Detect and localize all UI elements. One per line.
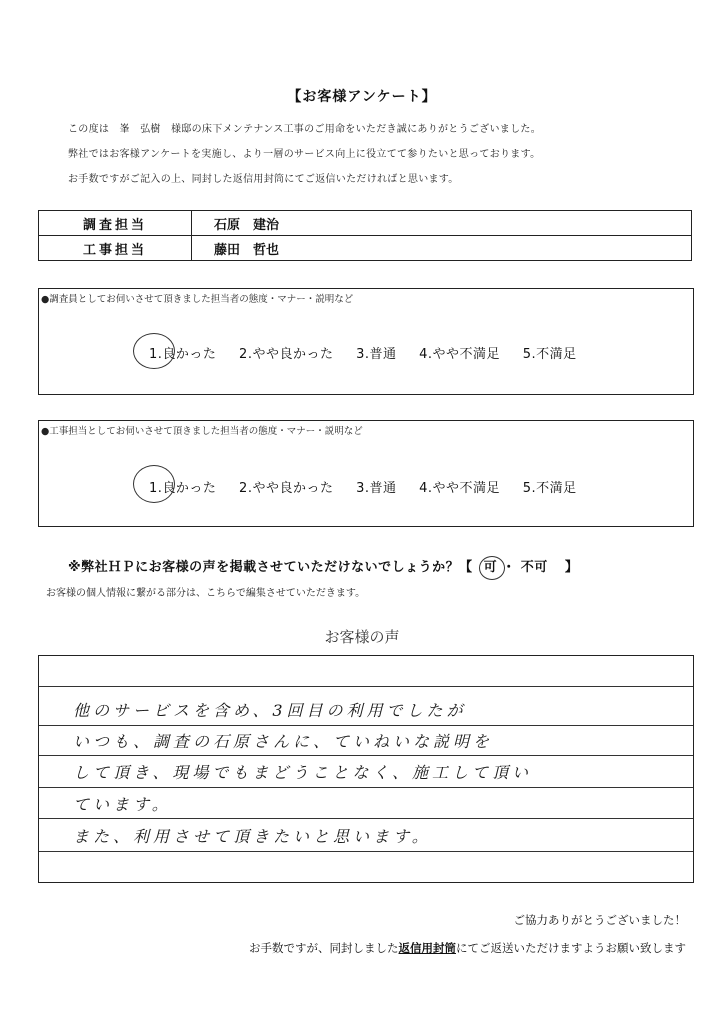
ruled-line <box>39 851 693 852</box>
voice-line-3: して頂き、現場でもまどうことなく、施工して頂い <box>73 763 533 782</box>
question-1-title: ●調査員としてお伺いさせて頂きました担当者の態度・マナー・説明など <box>41 294 354 305</box>
question-2-title: ●工事担当としてお伺いさせて頂きました担当者の態度・マナー・説明など <box>41 426 363 437</box>
return-pre: お手数ですが、同封しました <box>249 941 399 955</box>
q1-option-3[interactable]: 3.普通 <box>356 347 397 362</box>
question-2-box <box>38 420 694 527</box>
hp-option-no[interactable]: 不可 <box>520 560 548 575</box>
q1-option-2[interactable]: 2.やや良かった <box>239 347 334 362</box>
survey-title: 【お客様アンケート】 <box>287 89 437 105</box>
intro-line-2: 弊社ではお客様アンケートを実施し、より一層のサービス向上に役立てて参りたいと思っております。 <box>68 149 541 160</box>
ruled-line <box>39 725 693 726</box>
hp-privacy-note: お客様の個人情報に繋がる部分は、こちらで編集させていただきます。 <box>46 588 366 599</box>
voice-line-4: ています。 <box>73 795 172 814</box>
intro-line-3: お手数ですがご記入の上、同封した返信用封筒にてご返信いただければと思います。 <box>68 174 459 185</box>
hp-yes-label: 可 <box>483 560 498 575</box>
q2-option-1[interactable]: 1.良かった <box>149 481 217 496</box>
ruled-line <box>39 755 693 756</box>
q2-option-4[interactable]: 4.やや不満足 <box>419 481 501 496</box>
table-row <box>39 236 692 261</box>
voice-line-1: 他のサービスを含め、3回目の利用でしたが <box>73 701 467 720</box>
hp-separator: ・ <box>502 560 516 575</box>
voice-line-2: いつも、調査の石原さんに、ていねいな説明を <box>73 732 494 751</box>
hp-option-yes[interactable] <box>484 560 503 575</box>
q1-selection-circle-icon <box>133 333 175 369</box>
work-staff-label: 工事担当 <box>39 236 192 261</box>
work-staff-name: 藤田 哲也 <box>192 236 692 261</box>
table-row <box>39 211 692 236</box>
q2-option-2[interactable]: 2.やや良かった <box>239 481 334 496</box>
staff-table <box>38 210 692 261</box>
ruled-line <box>39 686 693 687</box>
hp-yes-circle-icon <box>479 556 505 580</box>
return-envelope-text: 返信用封筒 <box>398 941 456 955</box>
q1-option-1[interactable]: 1.良かった <box>149 347 217 362</box>
q1-option-4[interactable]: 4.やや不満足 <box>419 347 501 362</box>
question-1-box <box>38 288 694 395</box>
hp-close-bracket: 】 <box>564 560 579 575</box>
ruled-line <box>39 787 693 788</box>
q2-option-3[interactable]: 3.普通 <box>356 481 397 496</box>
thanks-message: ご協力ありがとうございました！ <box>513 913 686 927</box>
voice-title: お客様の声 <box>324 628 400 646</box>
survey-staff-name: 石原 建治 <box>192 211 692 236</box>
return-post: にてご返送いただけますようお願い致します <box>456 941 686 955</box>
q2-selection-circle-icon <box>133 465 175 503</box>
survey-staff-label: 調査担当 <box>39 211 192 236</box>
question-2-options <box>149 477 595 496</box>
hp-question-text: ※弊社ＨＰにお客様の声を掲載させていただけないでしょうか？【 <box>68 560 473 575</box>
ruled-line <box>39 818 693 819</box>
q2-option-5[interactable]: 5.不満足 <box>522 481 577 496</box>
hp-permission-question <box>68 556 578 575</box>
intro-line-1: この度は 峯 弘樹 様邸の床下メンテナンス工事のご用命をいただき誠にありがとうございました。 <box>68 124 541 135</box>
voice-line-5: また、利用させて頂きたいと思います。 <box>73 827 432 846</box>
voice-box <box>38 655 694 883</box>
question-1-options <box>149 343 595 362</box>
return-instructions <box>249 940 686 956</box>
q1-option-5[interactable]: 5.不満足 <box>522 347 577 362</box>
